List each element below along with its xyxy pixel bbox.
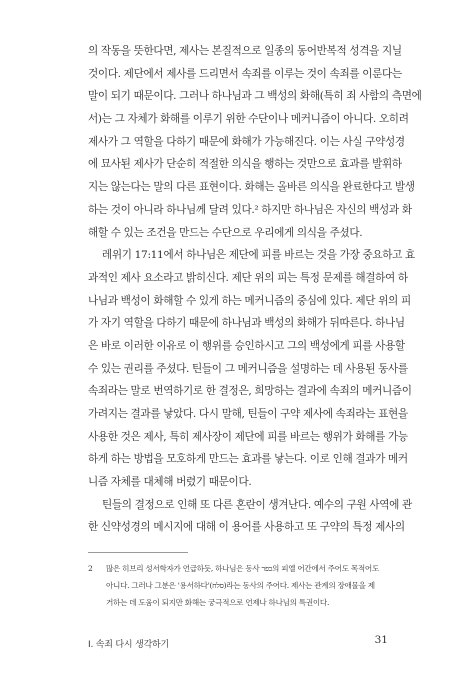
running-footer-title: I. 속죄 다시 생각하기	[88, 640, 170, 650]
body-line: 의 작동을 뜻한다면, 제사는 본질적으로 일종의 동어반복적 성격을 지닐	[88, 45, 402, 57]
body-line: 것이다. 제단에서 제사를 드리면서 속죄를 이루는 것이 속죄를 이룬다는	[88, 67, 402, 80]
body-line: 가려지는 결과를 낳았다. 다시 말해, 틴들이 구약 제사에 속죄라는 표현을	[88, 408, 408, 420]
footnote-line: 아니다. 그러나 그분은 '용서하다'(סלח)라는 동사의 주어다. 제사는 관계의 장애물을 제	[106, 581, 375, 590]
body-line: 가 자기 역할을 다하기 때문에 하나님과 백성의 화해가 뒤따른다. 하나님	[88, 317, 405, 330]
footnote-divider	[88, 552, 188, 553]
footnote-line	[88, 560, 388, 577]
body-line: 은 바로 이러한 이유로 이 행위를 승인하시고 그의 백성에게 피를 사용할	[88, 339, 405, 352]
footnote-text: 많은 히브리 성서학자가 언급하듯, 하나님은 동사 כפר의 피엘 어간에서 주어도 목적어도	[106, 564, 379, 573]
page-number: 31	[374, 634, 388, 646]
body-line: 서)는 그 자체가 화해를 이루기 위한 수단이나 메커니즘이 아니다. 오히려	[88, 113, 409, 126]
body-line: 수 있는 권리를 주셨다. 틴들이 그 메커니즘을 설명하는 데 사용된 동사를	[88, 362, 408, 375]
body-line: 하게 하는 방법을 모호하게 만드는 효과를 낳는다. 이로 인해 결과가 메커	[88, 453, 408, 466]
body-line: 레위기 17:11에서 하나님은 제단에 피를 바르는 것을 가장 중요하고 효	[102, 249, 415, 262]
body-line: 과적인 제사 요소라고 밝히신다. 제단 위의 피는 특정 문제를 해결하여 하	[88, 271, 408, 284]
body-text	[88, 40, 422, 539]
body-line: 하는 것이 아니라 하나님께 달려 있다.² 하지만 하나님은 자신의 백성과 화	[88, 203, 412, 216]
body-line: 나님과 백성이 화해할 수 있게 하는 메커니즘의 중심에 있다. 제단 위의 피	[88, 294, 411, 307]
body-line: 틴들의 결정으로 인해 또 다른 혼란이 생겨난다. 예수의 구원 사역에 관	[102, 498, 412, 511]
footnote-number: 2	[88, 564, 93, 573]
body-line: 한 신약성경의 메시지에 대해 이 용어를 사용하고 또 구약의 특정 제사의	[88, 521, 405, 534]
footnotes	[88, 560, 388, 611]
body-line: 해할 수 있는 조건을 만드는 수단으로 우리에게 의식을 주셨다.	[88, 226, 363, 239]
body-line: 말이 되기 때문이다. 그러나 하나님과 그 백성의 화해(특히 죄 사함의 측면에	[88, 90, 422, 103]
footnote-line: 거하는 데 도움이 되지만 화해는 궁극적으로 언제나 하나님의 특권이다.	[106, 598, 330, 607]
body-line: 속죄라는 말로 번역하기로 한 결정은, 희망하는 결과에 속죄의 메커니즘이	[88, 385, 412, 398]
body-line: 니즘 자체를 대체해 버렸기 때문이다.	[88, 476, 252, 489]
body-line: 지는 않는다는 말의 다른 표현이다. 화해는 올바른 의식을 완료한다고 발생	[88, 181, 415, 194]
body-line: 제사가 그 역할을 다하기 때문에 화해가 가능해진다. 이는 사실 구약성경	[88, 135, 405, 148]
body-line: 사용한 것은 제사, 특히 제사장이 제단에 피를 바르는 행위가 화해를 가능	[88, 430, 408, 443]
body-line: 에 묘사된 제사가 단순히 적절한 의식을 행하는 것만으로 효과를 발휘하	[88, 158, 402, 171]
